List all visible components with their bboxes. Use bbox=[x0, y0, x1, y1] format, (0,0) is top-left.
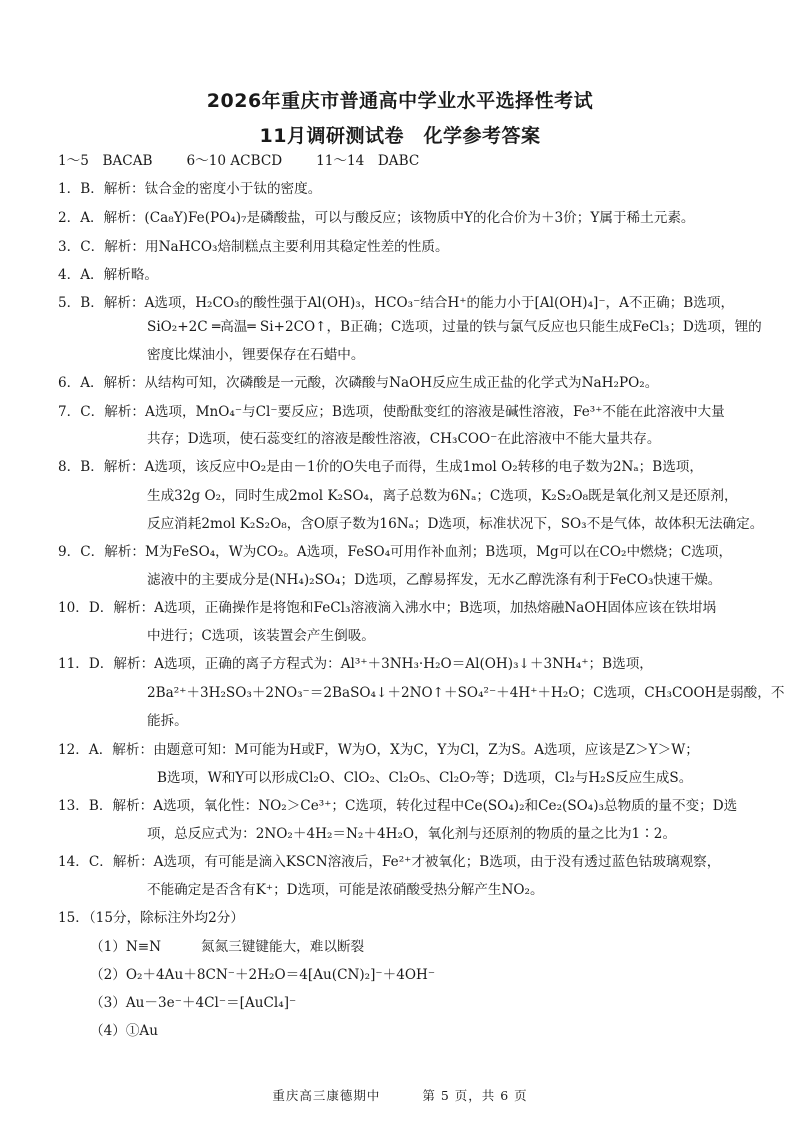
answer-key-group-2: 6～10 ACBCD bbox=[186, 153, 283, 169]
explanation-line: 中进行；C选项，该装置会产生倒吸。 bbox=[147, 628, 375, 644]
explanation-line: B选项，W和Y可以形成Cl₂O、ClO₂、Cl₂O₅、Cl₂O₇等；D选项，Cl₂与H₂S反应生成S。 bbox=[157, 770, 693, 786]
answer-key-group-3: 11～14 DABC bbox=[316, 153, 420, 169]
explanation-line: 反应消耗2mol K₂S₂O₈，含O原子数为16Nₐ；D选项，标准状况下，SO₃不是气体，故体积无法确定。 bbox=[147, 516, 764, 532]
explanation-line: 11．D．解析：A选项，正确的离子方程式为：Al³⁺＋3NH₃·H₂O＝Al(OH)₃↓＋3NH₄⁺；B选项， bbox=[58, 656, 653, 672]
explanation-line: 10．D．解析：A选项，正确操作是将饱和FeCl₃溶液滴入沸水中；B选项，加热熔融NaOH固体应该在铁坩埚 bbox=[58, 600, 717, 616]
footer-source: 重庆高三康德期中 bbox=[272, 1088, 381, 1103]
explanation-line: 7．C．解析：A选项，MnO₄⁻与Cl⁻要反应；B选项，使酚酞变红的溶液是碱性溶液，Fe³⁺不能在此溶液中大量 bbox=[58, 404, 725, 420]
explanation-line: 不能确定是否含有K⁺；D选项，可能是浓硝酸受热分解产生NO₂。 bbox=[147, 882, 544, 898]
explanation-line: 滤液中的主要成分是(NH₄)₂SO₄；D选项，乙醇易挥发，无水乙醇洗涤有利于FeCO₃快速干燥。 bbox=[147, 572, 722, 588]
page-title: 2026年重庆市普通高中学业水平选择性考试 bbox=[206, 90, 594, 112]
footer-page-number: 第 5 页，共 6 页 bbox=[422, 1088, 528, 1103]
explanation-line: 5．B．解析：A选项，H₂CO₃的酸性强于Al(OH)₃，HCO₃⁻结合H⁺的能力小于[Al(OH)₄]⁻，A不正确；B选项， bbox=[58, 295, 735, 311]
answer-key-group-1: 1～5 BACAB bbox=[58, 153, 153, 169]
answer-1-formula: N≡N bbox=[125, 939, 162, 955]
explanation-line: 14．C．解析：A选项，有可能是滴入KSCN溶液后，Fe²⁺才被氧化；B选项，由于没有透过蓝色钴玻璃观察， bbox=[58, 854, 721, 870]
answer-1-number: （1） bbox=[90, 939, 126, 955]
explanation-line: 6．A．解析：从结构可知，次磷酸是一元酸，次磷酸与NaOH反应生成正盐的化学式为NaH₂PO₂。 bbox=[58, 375, 659, 391]
explanation-line: 能拆。 bbox=[147, 713, 188, 729]
question-15-answer-1 bbox=[90, 938, 364, 957]
explanation-line: 13．B．解析：A选项，氧化性：NO₂＞Ce³⁺；C选项，转化过程中Ce(SO₄)₂和Ce₂(SO₄)₃总物质的量不变；D选 bbox=[58, 798, 738, 814]
page-subtitle: 11月调研测试卷 化学参考答案 bbox=[259, 125, 541, 147]
explanation-line: 9．C．解析：M为FeSO₄，W为CO₂。A选项，FeSO₄可用作补血剂；B选项，Mg可以在CO₂中燃烧；C选项， bbox=[58, 544, 733, 560]
question-15-answer-2: （2）O₂＋4Au＋8CN⁻＋2H₂O＝4[Au(CN)₂]⁻＋4OH⁻ bbox=[90, 967, 436, 983]
explanation-line: 8．B．解析：A选项，该反应中O₂是由－1价的O失电子而得，生成1mol O₂转移的电子数为2Nₐ；B选项， bbox=[58, 459, 703, 475]
question-15-answer-3: （3）Au－3e⁻＋4Cl⁻＝[AuCl₄]⁻ bbox=[90, 995, 297, 1011]
explanation-line: 生成32g O₂，同时生成2mol K₂SO₄，离子总数为6Nₐ；C选项，K₂S₂O₈既是氧化剂又是还原剂， bbox=[147, 488, 738, 504]
explanation-line: 1．B．解析：钛合金的密度小于钛的密度。 bbox=[58, 181, 322, 197]
explanation-line: 共存；D选项，使石蕊变红的溶液是酸性溶液，CH₃COO⁻在此溶液中不能大量共存。 bbox=[147, 431, 661, 447]
explanation-line: 12．A．解析：由题意可知：M可能为H或F，W为O，X为C，Y为Cl，Z为S。A选项，应该是Z＞Y＞W； bbox=[58, 742, 699, 758]
explanation-line: 4．A．解析略。 bbox=[58, 267, 159, 283]
page-footer bbox=[0, 1086, 800, 1104]
explanation-line: 2Ba²⁺＋3H₂SO₃＋2NO₃⁻＝2BaSO₄↓＋2NO↑＋SO₄²⁻＋4H⁺＋H₂O；C选项，CH₃COOH是弱酸，不 bbox=[147, 685, 785, 701]
explanation-line: 项，总反应式为：2NO₂＋4H₂＝N₂＋4H₂O，氧化剂与还原剂的物质的量之比为1∶2。 bbox=[147, 826, 677, 842]
explanation-line: 密度比煤油小，锂要保存在石蜡中。 bbox=[147, 347, 365, 363]
explanation-line: 3．C．解析：用NaHCO₃焙制糕点主要利用其稳定性差的性质。 bbox=[58, 239, 449, 255]
answer-1-text: 氮氮三键键能大，难以断裂 bbox=[201, 939, 365, 955]
question-15-answer-4: （4）①Au bbox=[90, 1023, 159, 1039]
explanation-line: SiO₂+2C ═高温═ Si+2CO↑，B正确；C选项，过量的铁与氯气反应也只能生成FeCl₃；D选项，锂的 bbox=[147, 319, 762, 335]
explanation-line: 2．A．解析：(Ca₈Y)Fe(PO₄)₇是磷酸盐，可以与酸反应；该物质中Y的化合价为＋3价；Y属于稀土元素。 bbox=[58, 210, 695, 226]
question-15-header: 15．（15分，除标注外均2分） bbox=[58, 910, 244, 926]
answer-key-row bbox=[58, 152, 419, 171]
